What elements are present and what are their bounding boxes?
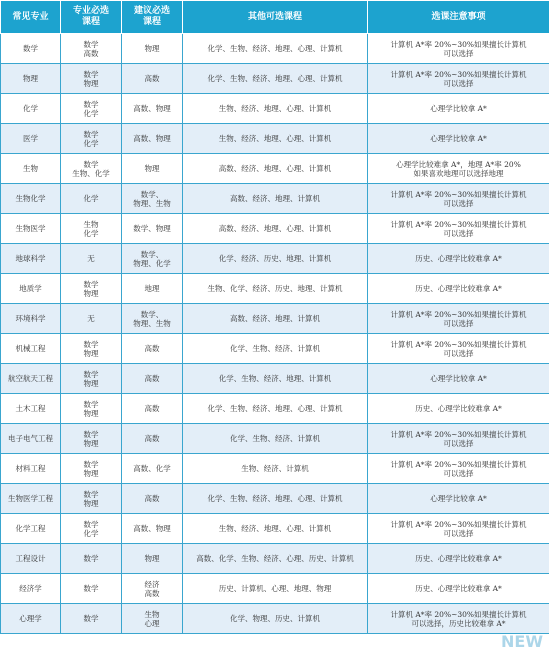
required-courses-cell: 数学 bbox=[61, 544, 122, 574]
table-row bbox=[1, 184, 549, 214]
header-row bbox=[1, 1, 549, 34]
notes-cell: 历史、心理学比较难拿 A* bbox=[368, 574, 549, 604]
required-courses-cell: 数学 生物、化学 bbox=[61, 154, 122, 184]
optional-courses-cell: 化学、生物、经济、地理、心理、计算机 bbox=[183, 394, 368, 424]
table-row bbox=[1, 604, 549, 634]
table-row bbox=[1, 214, 549, 244]
suggested-courses-cell: 高数 bbox=[122, 64, 183, 94]
notes-cell: 历史、心理学比较难拿 A* bbox=[368, 544, 549, 574]
header-major: 常见专业 bbox=[1, 1, 61, 34]
notes-cell: 计算机 A*率 20%~30%如果擅长计算机 可以选择 bbox=[368, 454, 549, 484]
major-cell: 医学 bbox=[1, 124, 61, 154]
suggested-courses-cell: 高数 bbox=[122, 484, 183, 514]
notes-cell: 计算机 A*率 20%~30%如果擅长计算机 可以选择 bbox=[368, 184, 549, 214]
suggested-courses-cell: 高数 bbox=[122, 364, 183, 394]
header-optional-courses: 其他可选课程 bbox=[183, 1, 368, 34]
suggested-courses-cell: 高数 bbox=[122, 424, 183, 454]
notes-cell: 历史、心理学比较难拿 A* bbox=[368, 274, 549, 304]
required-courses-cell: 数学 物理 bbox=[61, 424, 122, 454]
required-courses-cell: 化学 bbox=[61, 184, 122, 214]
required-courses-cell: 生物 化学 bbox=[61, 214, 122, 244]
major-cell: 经济学 bbox=[1, 574, 61, 604]
optional-courses-cell: 生物、经济、地理、心理、计算机 bbox=[183, 94, 368, 124]
optional-courses-cell: 化学、物理、历史、计算机 bbox=[183, 604, 368, 634]
notes-cell: 计算机 A*率 20%~30%如果擅长计算机 可以选择 bbox=[368, 64, 549, 94]
suggested-courses-cell: 物理 bbox=[122, 34, 183, 64]
required-courses-cell: 数学 化学 bbox=[61, 514, 122, 544]
header-suggested-courses: 建议必选 课程 bbox=[122, 1, 183, 34]
major-cell: 地质学 bbox=[1, 274, 61, 304]
suggested-courses-cell: 数学、 物理、化学 bbox=[122, 244, 183, 274]
optional-courses-cell: 化学、经济、历史、地理、计算机 bbox=[183, 244, 368, 274]
required-courses-cell: 数学 物理 bbox=[61, 334, 122, 364]
major-cell: 工程设计 bbox=[1, 544, 61, 574]
notes-cell: 心理学比较拿 A* bbox=[368, 124, 549, 154]
suggested-courses-cell: 高数、化学 bbox=[122, 454, 183, 484]
major-cell: 化学 bbox=[1, 94, 61, 124]
required-courses-cell: 数学 化学 bbox=[61, 124, 122, 154]
notes-cell: 历史、心理学比较难拿 A* bbox=[368, 244, 549, 274]
optional-courses-cell: 化学、生物、经济、计算机 bbox=[183, 424, 368, 454]
required-courses-cell: 数学 高数 bbox=[61, 34, 122, 64]
table-row bbox=[1, 94, 549, 124]
suggested-courses-cell: 高数 bbox=[122, 334, 183, 364]
major-cell: 数学 bbox=[1, 34, 61, 64]
optional-courses-cell: 高数、化学、生物、经济、心理、历史、计算机 bbox=[183, 544, 368, 574]
required-courses-cell: 数学 物理 bbox=[61, 484, 122, 514]
optional-courses-cell: 生物、经济、地理、心理、计算机 bbox=[183, 124, 368, 154]
optional-courses-cell: 生物、化学、经济、历史、地理、计算机 bbox=[183, 274, 368, 304]
notes-cell: 计算机 A*率 20%~30%如果擅长计算机 可以选择 bbox=[368, 514, 549, 544]
table-row bbox=[1, 454, 549, 484]
suggested-courses-cell: 数学、 物理、生物 bbox=[122, 184, 183, 214]
major-cell: 物理 bbox=[1, 64, 61, 94]
optional-courses-cell: 生物、经济、地理、心理、计算机 bbox=[183, 514, 368, 544]
table-row bbox=[1, 544, 549, 574]
table-row bbox=[1, 34, 549, 64]
notes-cell: 历史、心理学比较难拿 A* bbox=[368, 394, 549, 424]
optional-courses-cell: 高数、经济、地理、心理、计算机 bbox=[183, 154, 368, 184]
required-courses-cell: 数学 化学 bbox=[61, 94, 122, 124]
suggested-courses-cell: 物理 bbox=[122, 154, 183, 184]
optional-courses-cell: 高数、经济、地理、计算机 bbox=[183, 304, 368, 334]
required-courses-cell: 数学 bbox=[61, 604, 122, 634]
major-cell: 心理学 bbox=[1, 604, 61, 634]
suggested-courses-cell: 经济 高数 bbox=[122, 574, 183, 604]
required-courses-cell: 数学 物理 bbox=[61, 64, 122, 94]
table-row bbox=[1, 244, 549, 274]
table-row bbox=[1, 124, 549, 154]
major-cell: 生物医学工程 bbox=[1, 484, 61, 514]
suggested-courses-cell: 物理 bbox=[122, 544, 183, 574]
required-courses-cell: 无 bbox=[61, 304, 122, 334]
major-cell: 电子电气工程 bbox=[1, 424, 61, 454]
table-row bbox=[1, 394, 549, 424]
notes-cell: 计算机 A*率 20%~30%如果擅长计算机 可以选择 bbox=[368, 304, 549, 334]
major-cell: 航空航天工程 bbox=[1, 364, 61, 394]
suggested-courses-cell: 地理 bbox=[122, 274, 183, 304]
table-row bbox=[1, 64, 549, 94]
notes-cell: 计算机 A*率 20%~30%如果擅长计算机 可以选择 bbox=[368, 214, 549, 244]
table-row bbox=[1, 424, 549, 454]
notes-cell: 心理学比较拿 A* bbox=[368, 364, 549, 394]
optional-courses-cell: 生物、经济、计算机 bbox=[183, 454, 368, 484]
required-courses-cell: 数学 物理 bbox=[61, 364, 122, 394]
major-cell: 化学工程 bbox=[1, 514, 61, 544]
suggested-courses-cell: 数学、物理 bbox=[122, 214, 183, 244]
notes-cell: 计算机 A*率 20%~30%如果擅长计算机 可以选择，历史比较难拿 A* bbox=[368, 604, 549, 634]
major-cell: 环境科学 bbox=[1, 304, 61, 334]
required-courses-cell: 数学 物理 bbox=[61, 454, 122, 484]
required-courses-cell: 无 bbox=[61, 244, 122, 274]
major-cell: 地球科学 bbox=[1, 244, 61, 274]
watermark-logo: NEW bbox=[501, 632, 543, 651]
major-cell: 材料工程 bbox=[1, 454, 61, 484]
optional-courses-cell: 化学、生物、经济、地理、心理、计算机 bbox=[183, 64, 368, 94]
suggested-courses-cell: 数学、 物理、生物 bbox=[122, 304, 183, 334]
optional-courses-cell: 高数、经济、地理、心理、计算机 bbox=[183, 214, 368, 244]
table-row bbox=[1, 514, 549, 544]
table-row bbox=[1, 574, 549, 604]
notes-cell: 心理学比较难拿 A*，地理 A*率 20% 如果喜欢地理可以选择地理 bbox=[368, 154, 549, 184]
header-required-courses: 专业必选 课程 bbox=[61, 1, 122, 34]
notes-cell: 计算机 A*率 20%~30%如果擅长计算机 可以选择 bbox=[368, 34, 549, 64]
suggested-courses-cell: 生物 心理 bbox=[122, 604, 183, 634]
table-row bbox=[1, 334, 549, 364]
required-courses-cell: 数学 物理 bbox=[61, 394, 122, 424]
major-cell: 土木工程 bbox=[1, 394, 61, 424]
optional-courses-cell: 历史、计算机、心理、地理、物理 bbox=[183, 574, 368, 604]
header-notes: 选课注意事项 bbox=[368, 1, 549, 34]
table-row bbox=[1, 154, 549, 184]
table-row bbox=[1, 274, 549, 304]
major-cell: 生物 bbox=[1, 154, 61, 184]
required-courses-cell: 数学 bbox=[61, 574, 122, 604]
optional-courses-cell: 化学、生物、经济、地理、心理、计算机 bbox=[183, 484, 368, 514]
major-cell: 生物化学 bbox=[1, 184, 61, 214]
required-courses-cell: 数学 物理 bbox=[61, 274, 122, 304]
optional-courses-cell: 化学、生物、经济、地理、心理、计算机 bbox=[183, 34, 368, 64]
notes-cell: 心理学比较拿 A* bbox=[368, 484, 549, 514]
notes-cell: 计算机 A*率 20%~30%如果擅长计算机 可以选择 bbox=[368, 334, 549, 364]
table-body bbox=[1, 34, 549, 634]
major-cell: 生物医学 bbox=[1, 214, 61, 244]
optional-courses-cell: 化学、生物、经济、地理、计算机 bbox=[183, 364, 368, 394]
table-row bbox=[1, 304, 549, 334]
suggested-courses-cell: 高数、物理 bbox=[122, 514, 183, 544]
notes-cell: 心理学比较拿 A* bbox=[368, 94, 549, 124]
table-row bbox=[1, 364, 549, 394]
optional-courses-cell: 高数、经济、地理、计算机 bbox=[183, 184, 368, 214]
suggested-courses-cell: 高数、物理 bbox=[122, 94, 183, 124]
table-row bbox=[1, 484, 549, 514]
notes-cell: 计算机 A*率 20%~30%如果擅长计算机 可以选择 bbox=[368, 424, 549, 454]
suggested-courses-cell: 高数 bbox=[122, 394, 183, 424]
suggested-courses-cell: 高数、物理 bbox=[122, 124, 183, 154]
major-cell: 机械工程 bbox=[1, 334, 61, 364]
optional-courses-cell: 化学、生物、经济、计算机 bbox=[183, 334, 368, 364]
